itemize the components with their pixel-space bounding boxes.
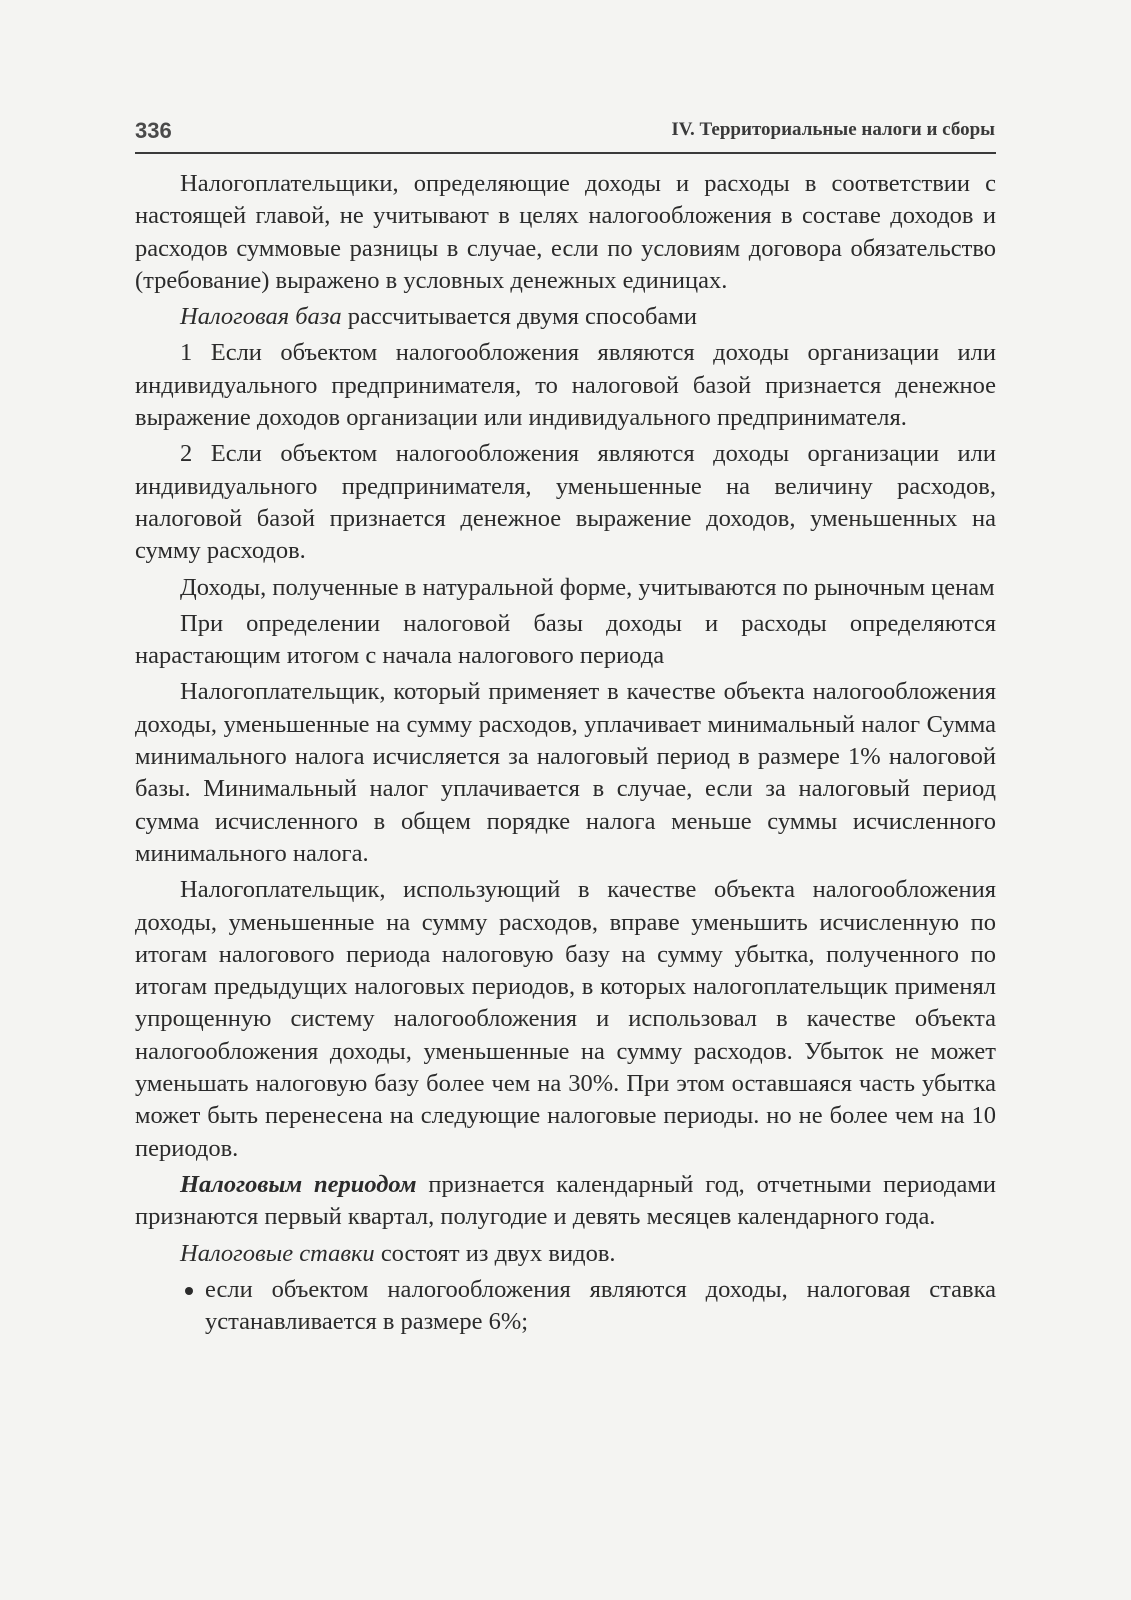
list-item: если объектом налогообложения являются доходы, налоговая ставка устанавливается в размере 6%; (183, 1274, 996, 1339)
running-title: IV. Территориальные налоги и сборы (671, 119, 995, 140)
tax-rates-list (135, 1274, 996, 1339)
paragraph-method-2: 2 Если объектом налогообложения являются доходы организации или индивидуального предпринимателя, уменьшенные на величину расходов, налоговой базой признается денежное выражение доходов, уменьшенных на сумму расходов. (135, 440, 996, 565)
bullet-icon (185, 1287, 193, 1295)
paragraph-method-1: 1 Если объектом налогообложения являются доходы организации или индивидуального предпринимателя, то налоговой базой признается денежное выражение доходов организации или индивидуального предпринимателя. (135, 339, 996, 432)
paragraph-in-kind-income: Доходы, полученные в натуральной форме, учитываются по рыночным ценам (180, 573, 995, 601)
body-text (135, 168, 996, 1338)
paragraph-minimum-tax: Налогоплательщик, который применяет в качестве объекта налогообложения доходы, уменьшенные на сумму расходов, уплачивает минимальный налог Сумма минимального налога исчисляется за налоговый период в размере 1% налоговой базы. Минимальный налог уплачивается в случае, если за налоговый период сумма исчисленного в общем порядке налога меньше суммы исчисленного минимального налога. (135, 678, 996, 867)
term-tax-base: Налоговая база (180, 303, 342, 331)
page-header (135, 118, 995, 146)
paragraph-tax-rates: Налоговые ставки состоят из двух видов. (180, 1239, 616, 1267)
term-tax-rates: Налоговые ставки (180, 1239, 375, 1267)
paragraph-tax-period: Налоговым периодом признается календарный год, отчетными периодами признаются первый квартал, полугодие и девять месяцев календарного года. (135, 1170, 996, 1231)
paragraph-cumulative-total: При определении налоговой базы доходы и расходы определяются нарастающим итогом с начала налогового периода (135, 609, 996, 670)
paragraph-exchange-differences: Налогоплательщики, определяющие доходы и расходы в соответствии с настоящей главой, не учитывают в целях налогообложения в составе доходов и расходов суммовые разницы в случае, если по условиям договора обязательство (требование) выражено в условных денежных единицах. (135, 170, 996, 294)
paragraph-tax-base-intro: Налоговая база рассчитывается двумя способами (180, 303, 697, 331)
page-number: 336 (135, 118, 172, 143)
term-tax-period: Налоговым периодом (180, 1170, 417, 1198)
header-rule (135, 152, 996, 154)
paragraph-loss-carryforward: Налогоплательщик, использующий в качестве объекта налогообложения доходы, уменьшенные на сумму расходов, вправе уменьшить исчисленную по итогам налогового периода налоговую базу на сумму убытка, полученного по итогам предыдущих налоговых периодов, в которых налогоплательщик применял упрощенную систему налогообложения и использовал в качестве объекта налогообложения доходы, уменьшенные на сумму расходов. Убыток не может уменьшать налоговую базу более чем на 30%. При этом оставшаяся часть убытка может быть перенесена на следующие налоговые периоды. но не более чем на 10 периодов. (135, 876, 996, 1162)
